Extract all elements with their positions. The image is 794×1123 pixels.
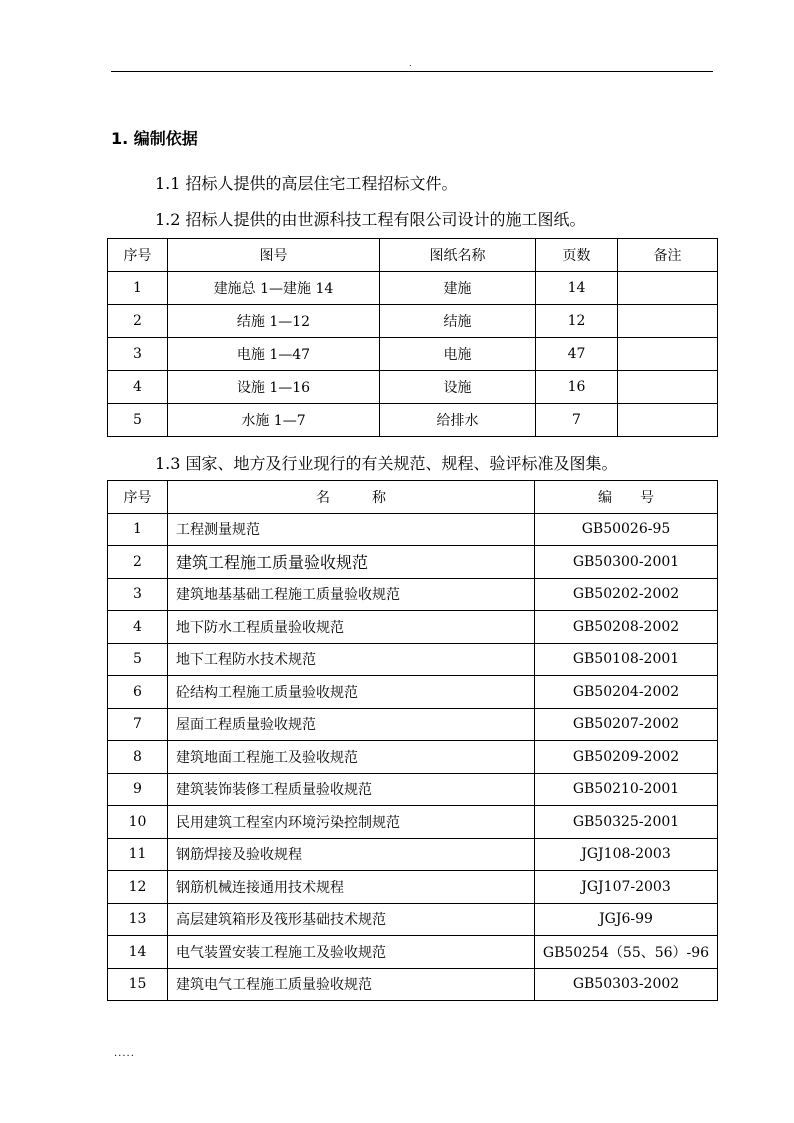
table-cell: 电施 — [380, 338, 536, 371]
table-cell: 屋面工程质量验收规范 — [168, 708, 535, 741]
header-cell: 序号 — [108, 239, 168, 272]
table-cell: 建筑工程施工质量验收规范 — [168, 546, 535, 579]
header-rule — [111, 71, 713, 72]
table-cell: GB50303-2002 — [535, 968, 718, 1001]
table-cell: JGJ107-2003 — [535, 871, 718, 904]
table-cell: GB50209-2002 — [535, 741, 718, 774]
table-cell: 建筑地面工程施工及验收规范 — [168, 741, 535, 774]
table-cell: 地下防水工程质量验收规范 — [168, 611, 535, 644]
table-cell: 电施 1—47 — [168, 338, 380, 371]
table-header-row — [108, 239, 718, 272]
table-cell: 47 — [536, 338, 618, 371]
table-cell: 电气装置安装工程施工及验收规范 — [168, 936, 535, 969]
table-cell: 5 — [108, 404, 168, 437]
header-cell: 名 称 — [168, 481, 535, 514]
table-row — [108, 305, 718, 338]
paragraph-1-1: 1.1 招标人提供的高层住宅工程招标文件。 — [155, 174, 458, 193]
table-cell: 9 — [108, 773, 168, 806]
table-row — [108, 806, 718, 839]
table-row — [108, 546, 718, 579]
table-cell: 5 — [108, 643, 168, 676]
table-cell: 12 — [536, 305, 618, 338]
table-cell: 砼结构工程施工质量验收规范 — [168, 676, 535, 709]
header-cell: 序号 — [108, 481, 168, 514]
table-row — [108, 643, 718, 676]
table-cell: JGJ108-2003 — [535, 838, 718, 871]
table-row — [108, 611, 718, 644]
table-cell: GB50300-2001 — [535, 546, 718, 579]
table-cell: GB50210-2001 — [535, 773, 718, 806]
table-row — [108, 871, 718, 904]
table-row — [108, 708, 718, 741]
drawings-table — [107, 238, 718, 437]
table-cell: 7 — [108, 708, 168, 741]
table-cell: 给排水 — [380, 404, 536, 437]
table-cell: 11 — [108, 838, 168, 871]
table-row — [108, 773, 718, 806]
table-row — [108, 371, 718, 404]
table-cell: 15 — [108, 968, 168, 1001]
table-cell: 建筑电气工程施工质量验收规范 — [168, 968, 535, 1001]
table-cell — [618, 404, 718, 437]
table-cell: 2 — [108, 305, 168, 338]
table-cell: GB50208-2002 — [535, 611, 718, 644]
table-cell: GB50204-2002 — [535, 676, 718, 709]
table-cell: 16 — [536, 371, 618, 404]
header-cell: 页数 — [536, 239, 618, 272]
table-cell: 1 — [108, 272, 168, 305]
table-cell: 建施总 1—建施 14 — [168, 272, 380, 305]
table-cell — [618, 371, 718, 404]
table-row — [108, 968, 718, 1001]
table-cell: 结施 1—12 — [168, 305, 380, 338]
header-cell: 图号 — [168, 239, 380, 272]
table-cell: 14 — [536, 272, 618, 305]
table-row — [108, 338, 718, 371]
table-cell: 水施 1—7 — [168, 404, 380, 437]
table-cell: 设施 — [380, 371, 536, 404]
table-cell: 民用建筑工程室内环境污染控制规范 — [168, 806, 535, 839]
table-cell: GB50207-2002 — [535, 708, 718, 741]
table-cell: 7 — [536, 404, 618, 437]
header-cell: 备注 — [618, 239, 718, 272]
table-row — [108, 838, 718, 871]
table-cell: 钢筋机械连接通用技术规程 — [168, 871, 535, 904]
table-cell: 地下工程防水技术规范 — [168, 643, 535, 676]
paragraph-1-3: 1.3 国家、地方及行业现行的有关规范、规程、验评标准及图集。 — [155, 454, 618, 473]
table-cell: 建筑地基基础工程施工质量验收规范 — [168, 578, 535, 611]
table-cell — [618, 305, 718, 338]
table-cell — [618, 272, 718, 305]
table-cell: 工程测量规范 — [168, 513, 535, 546]
paragraph-1-2: 1.2 招标人提供的由世源科技工程有限公司设计的施工图纸。 — [155, 210, 586, 229]
header-cell: 编 号 — [535, 481, 718, 514]
table-cell: 结施 — [380, 305, 536, 338]
table-cell: GB50325-2001 — [535, 806, 718, 839]
table-cell: 4 — [108, 611, 168, 644]
table-cell: 3 — [108, 578, 168, 611]
table-header-row — [108, 481, 718, 514]
table-cell: 高层建筑箱形及筏形基础技术规范 — [168, 903, 535, 936]
table-cell: JGJ6-99 — [535, 903, 718, 936]
table-row — [108, 578, 718, 611]
table-cell: GB50108-2001 — [535, 643, 718, 676]
table-cell: GB50202-2002 — [535, 578, 718, 611]
table-row — [108, 404, 718, 437]
table-cell: 12 — [108, 871, 168, 904]
table-cell: 建施 — [380, 272, 536, 305]
table-cell: 建筑装饰装修工程质量验收规范 — [168, 773, 535, 806]
table-row — [108, 936, 718, 969]
table-cell: 13 — [108, 903, 168, 936]
header-mark: . — [409, 59, 412, 68]
table-row — [108, 676, 718, 709]
table-cell: 2 — [108, 546, 168, 579]
table-row — [108, 513, 718, 546]
table-cell: 6 — [108, 676, 168, 709]
table-cell: 10 — [108, 806, 168, 839]
table-cell: GB50026-95 — [535, 513, 718, 546]
table-cell: 8 — [108, 741, 168, 774]
table-cell — [618, 338, 718, 371]
table-row — [108, 903, 718, 936]
table-row — [108, 741, 718, 774]
table-cell: GB50254（55、56）-96 — [535, 936, 718, 969]
table-cell: 钢筋焊接及验收规程 — [168, 838, 535, 871]
table-cell: 3 — [108, 338, 168, 371]
table-cell: 14 — [108, 936, 168, 969]
table-cell: 4 — [108, 371, 168, 404]
table-cell: 设施 1—16 — [168, 371, 380, 404]
header-cell: 图纸名称 — [380, 239, 536, 272]
table-row — [108, 272, 718, 305]
table-cell: 1 — [108, 513, 168, 546]
section-heading: 1. 编制依据 — [111, 129, 198, 148]
standards-table — [107, 480, 718, 1001]
footer-mark: ..... — [114, 1048, 135, 1059]
